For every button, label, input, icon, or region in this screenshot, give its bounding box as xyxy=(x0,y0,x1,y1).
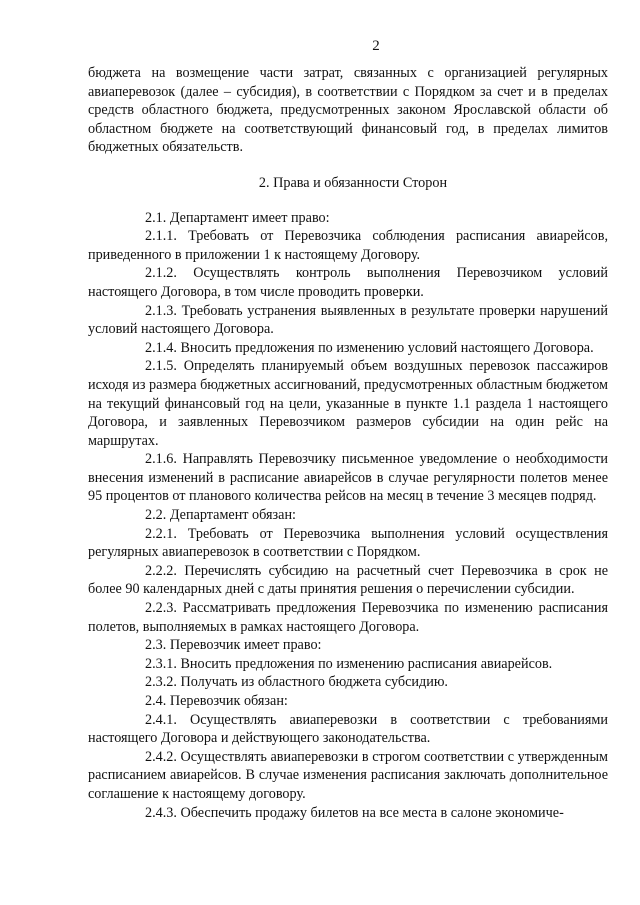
clause-2-4: 2.4. Перевозчик обязан: xyxy=(145,693,288,709)
clause-2-2: 2.2. Департамент обязан: xyxy=(145,507,296,524)
clause-2-4-1: 2.4.1. Осуществлять авиаперевозки в соответствии с требованиями настоящего Договора и действующего законодательства. xyxy=(88,711,608,747)
clause-2-3-1: 2.3.1. Вносить предложения по изменению расписания авиарейсов. xyxy=(145,655,553,672)
section-heading: 2. Права и обязанности Сторон xyxy=(258,174,448,191)
document-page xyxy=(88,34,608,822)
clause-2-1-4: 2.1.4. Вносить предложения по изменению условий настоящего Договора. xyxy=(145,339,594,356)
clause-2-4-3: 2.4.3. Обеспечить продажу билетов на все места в салоне экономиче- xyxy=(145,804,564,821)
clause-2-2-3: 2.2.3. Рассматривать предложения Перевозчика по изменению расписания полетов, выполняемых в рамках настоящего Договора. xyxy=(88,600,608,635)
clause-2-1-5: 2.1.5. Определять планируемый объем воздушных перевозок пассажиров исходя из размера бюджетных ассигнований, предусмотренных областным бюджетом на текущий финансовый год на цели, указанные в пункте 1.1 раздела 1 настоящего Договора, и заявленных Перевозчиком размеров субсидии на один рейс на маршрутах. xyxy=(88,358,608,449)
clause-2-1-1: 2.1.1. Требовать от Перевозчика соблюдения расписания авиарейсов, приведенного в приложении 1 к настоящему Договору. xyxy=(88,228,608,263)
clause-2-1-6: 2.1.6. Направлять Перевозчику письменное уведомление о необходимости внесения изменений в расписание авиарейсов в случае регулярности полетов менее 95 процентов от планового количества рейсов на месяц в течение 3 месяцев подряд. xyxy=(88,451,608,505)
clause-2-2-2: 2.2.2. Перечислять субсидию на расчетный счет Перевозчика в срок не более 90 календарных дней с даты принятия решения о перечислении субсидии. xyxy=(88,562,608,598)
clause-2-3-2: 2.3.2. Получать из областного бюджета субсидию. xyxy=(145,674,448,691)
clause-2-4-2: 2.4.2. Осуществлять авиаперевозки в строгом соответствии с утвержденным расписанием авиарейсов. В случае изменения расписания заключать дополнительное соглашение к настоящему договору. xyxy=(88,748,608,802)
clause-2-1: 2.1. Департамент имеет право: xyxy=(145,209,330,226)
clause-2-3: 2.3. Перевозчик имеет право: xyxy=(145,637,322,654)
intro-paragraph: бюджета на возмещение части затрат, связанных с организацией регулярных авиаперевозок (далее – субсидия), в соответствии с Порядком за счет и в пределах средств областного бюджета, предусмотренных законом Ярославской области об областном бюджете на соответствующий финансовый год, в пределах лимитов бюджетных обязательств. xyxy=(88,65,608,156)
clause-2-2-1: 2.2.1. Требовать от Перевозчика выполнения условий осуществления регулярных авиаперевозок в соответствии с Порядком. xyxy=(88,525,608,561)
clause-2-1-2: 2.1.2. Осуществлять контроль выполнения Перевозчиком условий настоящего Договора, в том числе проводить проверки. xyxy=(88,265,608,300)
page-number: 2 xyxy=(372,38,380,54)
clause-2-1-3: 2.1.3. Требовать устранения выявленных в результате проверки нарушений условий настоящего Договора. xyxy=(88,302,608,338)
